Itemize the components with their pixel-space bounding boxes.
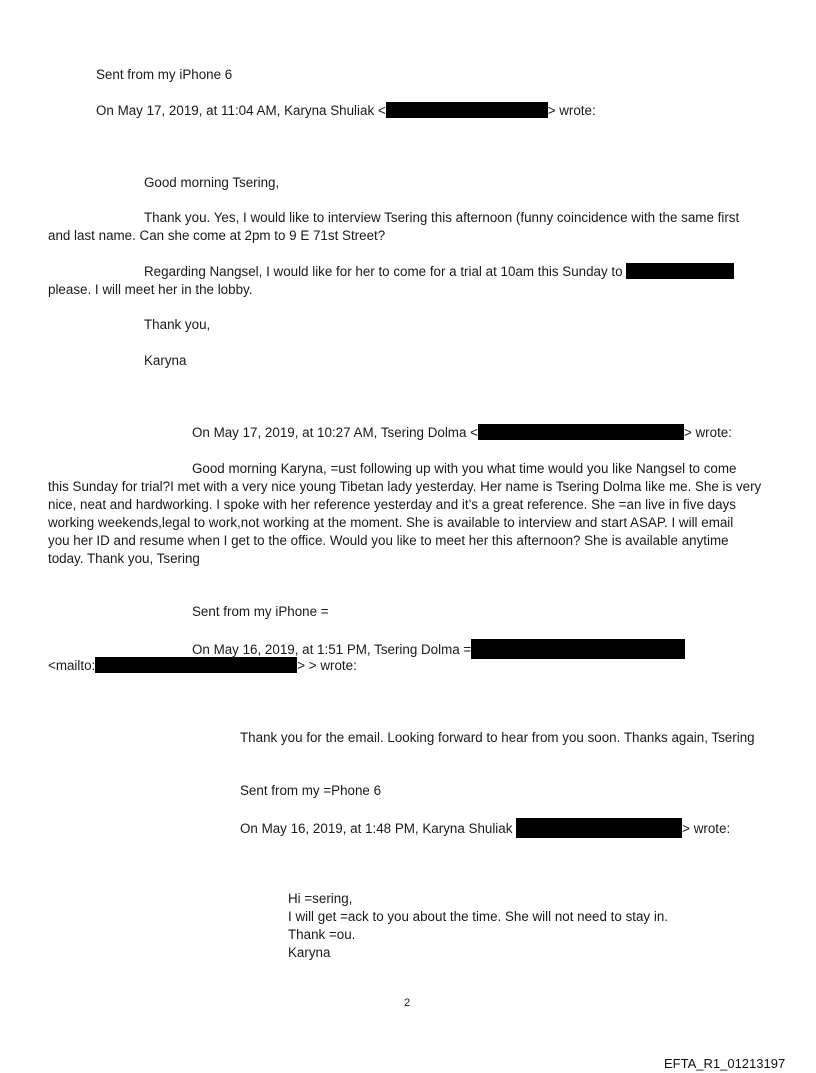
email-header-4 [240, 818, 730, 838]
email-header-4-prefix: On May 16, 2019, at 1:48 PM, Karyna Shuliak [240, 821, 513, 836]
closing-thanks: Thank you, [144, 317, 211, 332]
mailto-prefix: <mailto: [48, 658, 96, 673]
signature-karyna: Karyna [144, 353, 187, 368]
email-header-1-suffix: > wrote: [547, 103, 596, 118]
body-2-line-6: today. Thank you, Tsering [48, 551, 200, 566]
redaction-bar [478, 424, 684, 440]
redaction-bar [516, 818, 682, 838]
hi-line-2: I will get =ack to you about the time. She will not need to stay in. [288, 909, 668, 924]
mailto-line [48, 657, 357, 675]
hi-line-1: Hi =sering, [288, 891, 353, 906]
email-header-2-suffix: > wrote: [683, 425, 732, 440]
body-2-line-4: working weekends,legal to work,not working at the moment. She is available to interview and start ASAP. I will email [48, 515, 734, 530]
email-header-1 [96, 102, 596, 120]
document-id: EFTA_R1_01213197 [664, 1056, 786, 1071]
paragraph-2-text: Regarding Nangsel, I would like for her to come for a trial at 10am this Sunday to [144, 264, 623, 279]
paragraph-2-line-1 [144, 263, 734, 281]
redaction-bar [626, 263, 734, 279]
hi-line-3: Thank =ou. [288, 927, 356, 942]
redaction-bar [471, 639, 685, 659]
body-2-line-3: nice, neat and hardworking. I spoke with her reference yesterday and it’s a great reference. She =an live in five days [48, 497, 736, 512]
paragraph-1-line-2: and last name. Can she come at 2pm to 9 E 71st Street? [48, 228, 386, 243]
body-2-line-2: this Sunday for trial?I met with a very nice young Tibetan lady yesterday. Her name is Tsering Dolma like me. She is very [48, 479, 762, 494]
hi-line-4: Karyna [288, 945, 331, 960]
email-header-2-prefix: On May 17, 2019, at 10:27 AM, Tsering Dolma < [192, 425, 478, 440]
sent-from-iphone-eq: Sent from my iPhone = [192, 604, 329, 619]
greeting-1: Good morning Tsering, [144, 175, 280, 190]
mailto-suffix: > > wrote: [297, 658, 357, 673]
sent-from-iphone-6: Sent from my iPhone 6 [96, 67, 233, 82]
email-header-1-prefix: On May 17, 2019, at 11:04 AM, Karyna Shuliak < [96, 103, 386, 118]
email-header-4-suffix: > wrote: [682, 821, 731, 836]
redaction-bar [95, 657, 297, 673]
paragraph-1-line-1: Thank you. Yes, I would like to interview Tsering this afternoon (funny coincidence with the same first [144, 210, 740, 225]
email-header-2 [192, 424, 732, 442]
body-2-line-5: you her ID and resume when I get to the office. Would you like to meet her this afternoon? She is available anytime [48, 533, 729, 548]
page-number: 2 [404, 997, 411, 1009]
redaction-bar [386, 102, 548, 118]
paragraph-2-line-2: please. I will meet her in the lobby. [48, 282, 253, 297]
sent-from-phone-6: Sent from my =Phone 6 [240, 783, 382, 798]
email-header-3-prefix: On May 16, 2019, at 1:51 PM, Tsering Dolma = [192, 642, 472, 657]
thank-you-email-line: Thank you for the email. Looking forward to hear from you soon. Thanks again, Tsering [240, 730, 755, 745]
body-2-line-1: Good morning Karyna, =ust following up with you what time would you like Nangsel to come [192, 461, 737, 476]
email-header-3 [192, 639, 685, 659]
